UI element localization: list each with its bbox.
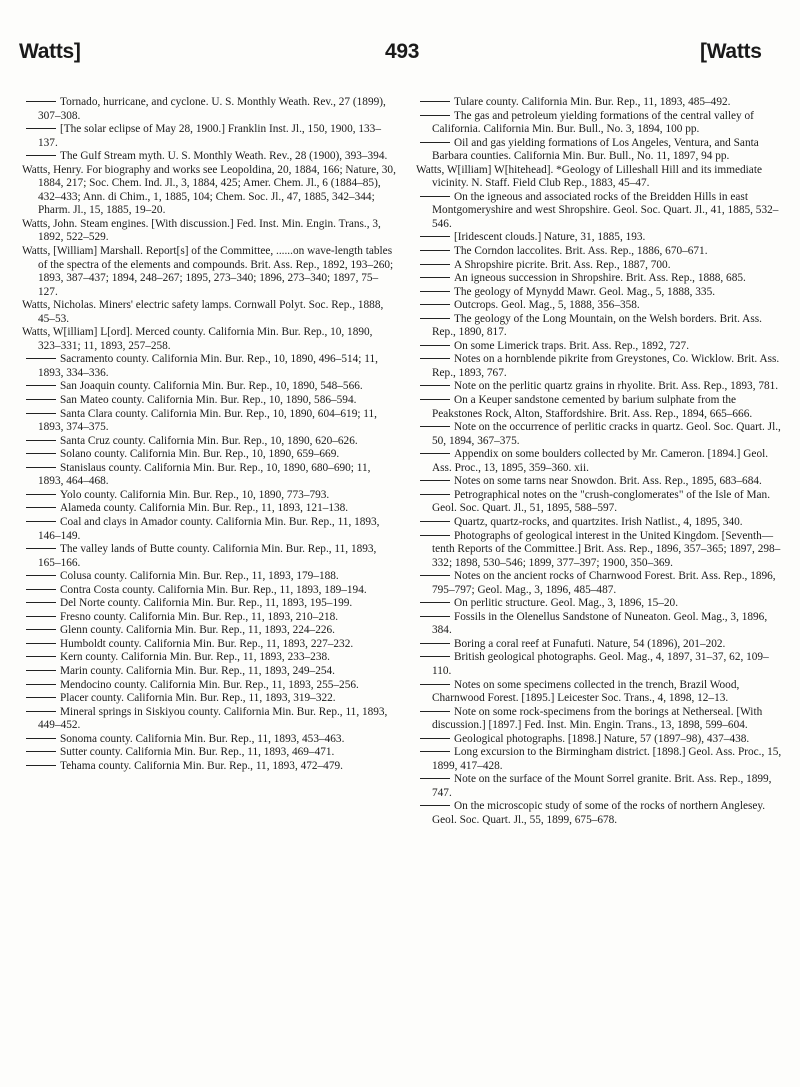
right-column xyxy=(416,96,788,828)
bibliography-entry: Fossils in the Olenellus Sandstone of Nuneaton. Geol. Mag., 3, 1896, 384. xyxy=(416,611,788,638)
bibliography-entry: Notes on a hornblende pikrite from Greystones, Co. Wicklow. Brit. Ass. Rep., 1893, 767. xyxy=(416,353,788,380)
bibliography-entry: San Joaquin county. California Min. Bur. Rep., 10, 1890, 548–566. xyxy=(22,380,397,394)
bibliography-entry: Sonoma county. California Min. Bur. Rep., 11, 1893, 453–463. xyxy=(22,733,397,747)
bibliography-entry: The geology of Mynydd Mawr. Geol. Mag., 5, 1888, 335. xyxy=(416,286,788,300)
bibliography-entry: Notes on some specimens collected in the trench, Brazil Wood, Charnwood Forest. [1895.] Leicester Soc. Trans., 4, 1898, 12–13. xyxy=(416,679,788,706)
bibliography-entry: Tornado, hurricane, and cyclone. U. S. Monthly Weath. Rev., 27 (1899), 307–308. xyxy=(22,96,397,123)
bibliography-entry: An igneous succession in Shropshire. Brit. Ass. Rep., 1888, 685. xyxy=(416,272,788,286)
bibliography-entry: Alameda county. California Min. Bur. Rep., 11, 1893, 121–138. xyxy=(22,502,397,516)
bibliography-entry: Watts, W[illiam] L[ord]. Merced county. California Min. Bur. Rep., 10, 1890, 323–331; 11, 1893, 257–258. xyxy=(22,326,373,352)
bibliography-entry: Appendix on some boulders collected by Mr. Cameron. [1894.] Geol. Ass. Proc., 13, 1895, 359–360. xii. xyxy=(416,448,788,475)
bibliography-entry: Note on the perlitic quartz grains in rhyolite. Brit. Ass. Rep., 1893, 781. xyxy=(416,380,788,394)
bibliography-entry: Note on some rock-specimens from the borings at Netherseal. [With discussion.] [1897.] Fed. Inst. Min. Engin. Trans., 13, 1898, 599–604. xyxy=(416,706,788,733)
bibliography-entry: Watts, Henry. For biography and works see Leopoldina, 20, 1884, 166; Nature, 30, 1884, 217; Soc. Chem. Ind. Jl., 3, 1884, 425; Amer. Chem. Jl., 6 (1884–85), 432–433; Ann. di Chim., 1, 1885, 104; Chem. Soc. Jl., 47, 1885, 342–344; Pharm. Jl., 15, 1885, 19–20. xyxy=(22,163,396,217)
bibliography-entry: The Corndon laccolites. Brit. Ass. Rep., 1886, 670–671. xyxy=(416,245,788,259)
bibliography-entry: [Iridescent clouds.] Nature, 31, 1885, 193. xyxy=(416,231,788,245)
header-left: Watts] xyxy=(19,40,81,63)
bibliography-entry: Stanislaus county. California Min. Bur. Rep., 10, 1890, 680–690; 11, 1893, 464–468. xyxy=(22,462,397,489)
bibliography-entry: Tulare county. California Min. Bur. Rep., 11, 1893, 485–492. xyxy=(416,96,788,110)
bibliography-entry: Note on the occurrence of perlitic cracks in quartz. Geol. Soc. Quart. Jl., 50, 1894, 367–375. xyxy=(416,421,788,448)
bibliography-entry: Oil and gas yielding formations of Los Angeles, Ventura, and Santa Barbara counties. California Min. Bur. Bull., No. 11, 1897, 94 pp. xyxy=(416,137,788,164)
bibliography-entry: San Mateo county. California Min. Bur. Rep., 10, 1890, 586–594. xyxy=(22,394,397,408)
bibliography-entry: Quartz, quartz-rocks, and quartzites. Irish Natlist., 4, 1895, 340. xyxy=(416,516,788,530)
bibliography-entry: Fresno county. California Min. Bur. Rep., 11, 1893, 210–218. xyxy=(22,611,397,625)
bibliography-entry: On a Keuper sandstone cemented by barium sulphate from the Peakstones Rock, Alton, Staffordshire. Brit. Ass. Rep., 1894, 665–666. xyxy=(416,394,788,421)
bibliography-entry: Watts, John. Steam engines. [With discussion.] Fed. Inst. Min. Engin. Trans., 3, 1892, 522–529. xyxy=(22,217,381,244)
bibliography-entry: Watts, W[illiam] W[hitehead]. *Geology of Lilleshall Hill and its immediate vicinity. N. Staff. Field Club Rep., 1883, 45–47. xyxy=(416,163,762,190)
bibliography-entry: On the microscopic study of some of the rocks of northern Anglesey. Geol. Soc. Quart. Jl., 55, 1899, 675–678. xyxy=(416,800,788,827)
bibliography-entry: Solano county. California Min. Bur. Rep., 10, 1890, 659–669. xyxy=(22,448,397,462)
bibliography-entry: Sacramento county. California Min. Bur. Rep., 10, 1890, 496–514; 11, 1893, 334–336. xyxy=(22,353,397,380)
bibliography-entry: Photographs of geological interest in the United Kingdom. [Seventh—tenth Reports of the Committee.] Brit. Ass. Rep., 1896, 357–365; 1897, 298–332; 1898, 530–546; 1899, 377–397; 1900, 350–369. xyxy=(416,530,788,571)
bibliography-entry: Santa Cruz county. California Min. Bur. Rep., 10, 1890, 620–626. xyxy=(22,435,397,449)
bibliography-entry: Mineral springs in Siskiyou county. California Min. Bur. Rep., 11, 1893, 449–452. xyxy=(22,706,397,733)
bibliography-entry: Tehama county. California Min. Bur. Rep., 11, 1893, 472–479. xyxy=(22,760,397,774)
left-column xyxy=(22,96,397,773)
bibliography-entry: Humboldt county. California Min. Bur. Rep., 11, 1893, 227–232. xyxy=(22,638,397,652)
bibliography-entry: Yolo county. California Min. Bur. Rep., 10, 1890, 773–793. xyxy=(22,489,397,503)
bibliography-entry: Outcrops. Geol. Mag., 5, 1888, 356–358. xyxy=(416,299,788,313)
bibliography-entry: Notes on the ancient rocks of Charnwood Forest. Brit. Ass. Rep., 1896, 795–797; Geol. Mag., 3, 1896, 485–487. xyxy=(416,570,788,597)
page-number: 493 xyxy=(385,40,420,63)
bibliography-entry: The geology of the Long Mountain, on the Welsh borders. Brit. Ass. Rep., 1890, 817. xyxy=(416,313,788,340)
bibliography-entry: Long excursion to the Birmingham district. [1898.] Geol. Ass. Proc., 15, 1899, 417–428. xyxy=(416,746,788,773)
bibliography-entry: Watts, Nicholas. Miners' electric safety lamps. Cornwall Polyt. Soc. Rep., 1888, 45–53. xyxy=(22,299,384,325)
bibliography-entry: The gas and petroleum yielding formations of the central valley of California. California Min. Bur. Bull., No. 3, 1894, 100 pp. xyxy=(416,110,788,137)
bibliography-entry: The Gulf Stream myth. U. S. Monthly Weath. Rev., 28 (1900), 393–394. xyxy=(22,150,397,164)
bibliography-entry: Marin county. California Min. Bur. Rep., 11, 1893, 249–254. xyxy=(22,665,397,679)
running-header xyxy=(0,40,800,72)
bibliography-entry: Placer county. California Min. Bur. Rep., 11, 1893, 319–322. xyxy=(22,692,397,706)
bibliography-entry: Contra Costa county. California Min. Bur. Rep., 11, 1893, 189–194. xyxy=(22,584,397,598)
bibliography-entry: Kern county. California Min. Bur. Rep., 11, 1893, 233–238. xyxy=(22,651,397,665)
bibliography-entry: Santa Clara county. California Min. Bur. Rep., 10, 1890, 604–619; 11, 1893, 374–375. xyxy=(22,408,397,435)
bibliography-entry: Note on the surface of the Mount Sorrel granite. Brit. Ass. Rep., 1899, 747. xyxy=(416,773,788,800)
bibliography-entry: Coal and clays in Amador county. California Min. Bur. Rep., 11, 1893, 146–149. xyxy=(22,516,397,543)
bibliography-entry: On some Limerick traps. Brit. Ass. Rep., 1892, 727. xyxy=(416,340,788,354)
bibliography-entry: On the igneous and associated rocks of the Breidden Hills in east Montgomeryshire and west Shropshire. Geol. Soc. Quart. Jl., 41, 1885, 532–546. xyxy=(416,191,788,232)
bibliography-entry: Mendocino county. California Min. Bur. Rep., 11, 1893, 255–256. xyxy=(22,679,397,693)
header-right: [Watts xyxy=(700,40,762,63)
bibliography-entry: The valley lands of Butte county. California Min. Bur. Rep., 11, 1893, 165–166. xyxy=(22,543,397,570)
bibliography-entry: On perlitic structure. Geol. Mag., 3, 1896, 15–20. xyxy=(416,597,788,611)
bibliography-entry: Del Norte county. California Min. Bur. Rep., 11, 1893, 195–199. xyxy=(22,597,397,611)
bibliography-entry: British geological photographs. Geol. Mag., 4, 1897, 31–37, 62, 109–110. xyxy=(416,651,788,678)
bibliography-entry: Boring a coral reef at Funafuti. Nature, 54 (1896), 201–202. xyxy=(416,638,788,652)
bibliography-entry: A Shropshire picrite. Brit. Ass. Rep., 1887, 700. xyxy=(416,259,788,273)
bibliography-entry: Sutter county. California Min. Bur. Rep., 11, 1893, 469–471. xyxy=(22,746,397,760)
bibliography-entry: Colusa county. California Min. Bur. Rep., 11, 1893, 179–188. xyxy=(22,570,397,584)
bibliography-entry: Glenn county. California Min. Bur. Rep., 11, 1893, 224–226. xyxy=(22,624,397,638)
bibliography-entry: Notes on some tarns near Snowdon. Brit. Ass. Rep., 1895, 683–684. xyxy=(416,475,788,489)
bibliography-entry: Watts, [William] Marshall. Report[s] of the Committee, ......on wave-length tables of the spectra of the elements and compounds. Brit. Ass. Rep., 1892, 193–260; 1893, 387–437; 1894, 248–267; 1895, 273–340; 1896, 273–340; 1897, 75–127. xyxy=(22,245,394,298)
bibliography-entry: [The solar eclipse of May 28, 1900.] Franklin Inst. Jl., 150, 1900, 133–137. xyxy=(22,123,397,150)
bibliography-entry: Geological photographs. [1898.] Nature, 57 (1897–98), 437–438. xyxy=(416,733,788,747)
bibliography-entry: Petrographical notes on the "crush-conglomerates" of the Isle of Man. Geol. Soc. Quart. Jl., 51, 1895, 588–597. xyxy=(416,489,788,516)
